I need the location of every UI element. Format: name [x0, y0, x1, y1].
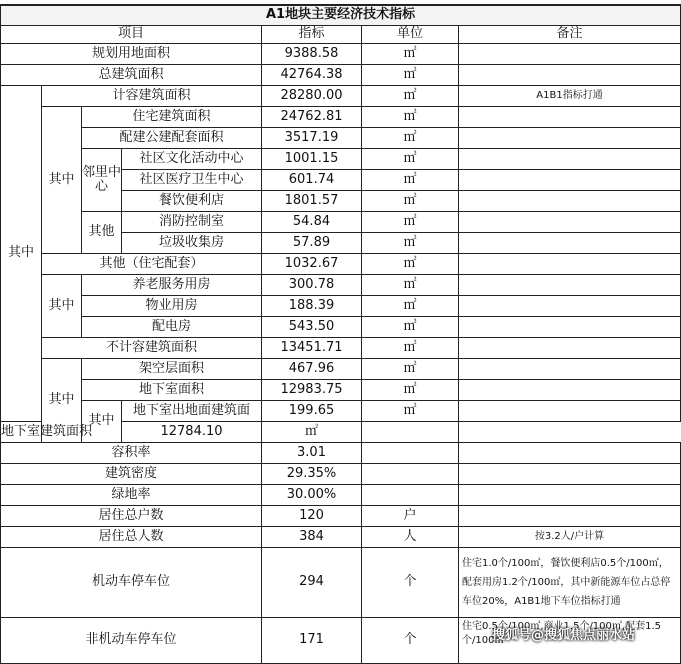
row-far-area-value: 28280.00: [262, 85, 362, 106]
row-culture-center-value: 1001.15: [262, 148, 362, 169]
row-medical-station-value: 601.74: [262, 169, 362, 190]
row-elderly-room-note: [459, 274, 681, 295]
table-title: A1地块主要经济技术指标: [1, 5, 681, 25]
row-green-ratio-unit: [362, 484, 459, 505]
row-basement-building-note: [362, 421, 459, 442]
row-power-room-value: 543.50: [262, 316, 362, 337]
row-basement-exit-unit: ㎡: [362, 400, 459, 421]
row-fire-control-note: [459, 211, 681, 232]
row-convenience-store-note: [459, 190, 681, 211]
row-culture-center-unit: ㎡: [362, 148, 459, 169]
row-non-far-area-note: [459, 337, 681, 358]
row-land-area-value: 9388.58: [262, 43, 362, 64]
row-culture-center-note: [459, 148, 681, 169]
row-basement-unit: ㎡: [362, 379, 459, 400]
row-green-ratio-label: 绿地率: [1, 484, 262, 505]
row-fire-control-unit: ㎡: [362, 211, 459, 232]
row-basement-exit-note: [459, 400, 681, 421]
row-bike-parking-value: 171: [262, 617, 362, 663]
row-building-density-note: [459, 463, 681, 484]
row-property-room-note: [459, 295, 681, 316]
row-other-support-unit: ㎡: [362, 253, 459, 274]
row-public-support-label: 配建公建配套面积: [82, 127, 262, 148]
row-garbage-room-unit: ㎡: [362, 232, 459, 253]
group-other: 其他: [82, 211, 122, 253]
row-bike-parking-unit: 个: [362, 617, 459, 663]
row-population-value: 384: [262, 526, 362, 547]
row-population-note: 按3.2人/户计算: [459, 526, 681, 547]
row-public-support-note: [459, 127, 681, 148]
sub-qizhong-1: 其中: [42, 106, 82, 253]
row-far-area-note: A1B1指标打通: [459, 85, 681, 106]
row-culture-center-label: 社区文化活动中心: [122, 148, 262, 169]
row-elderly-room-value: 300.78: [262, 274, 362, 295]
row-car-parking-note: 住宅1.0个/100㎡，餐饮便利店0.5个/100㎡，配套用房1.2个/100㎡，其中新能源车位占总停车位20%，A1B1地下车位指标打通: [459, 547, 681, 617]
row-residential-value: 24762.81: [262, 106, 362, 127]
row-non-far-area-value: 13451.71: [262, 337, 362, 358]
row-far-area-unit: ㎡: [362, 85, 459, 106]
row-green-ratio-value: 30.00%: [262, 484, 362, 505]
row-power-room-label: 配电房: [82, 316, 262, 337]
row-car-parking-value: 294: [262, 547, 362, 617]
row-residential-label: 住宅建筑面积: [82, 106, 262, 127]
row-bike-parking-label: 非机动车停车位: [1, 617, 262, 663]
row-households-value: 120: [262, 505, 362, 526]
row-plot-ratio-label: 容积率: [1, 442, 262, 463]
row-plot-ratio-note: [459, 442, 681, 463]
row-car-parking-label: 机动车停车位: [1, 547, 262, 617]
economic-indicators-table: [0, 4, 681, 664]
row-households-unit: 户: [362, 505, 459, 526]
row-stilt-floor-label: 架空层面积: [82, 358, 262, 379]
row-basement-building-label: 地下室建筑面积: [1, 421, 42, 442]
row-far-area-label: 计容建筑面积: [42, 85, 262, 106]
header-unit: 单位: [362, 25, 459, 43]
row-basement-building-value: 12784.10: [122, 421, 262, 442]
row-convenience-store-label: 餐饮便利店: [122, 190, 262, 211]
header-item: 项目: [1, 25, 262, 43]
sub-qizhong-3: 其中: [42, 358, 82, 442]
row-green-ratio-note: [459, 484, 681, 505]
row-residential-unit: ㎡: [362, 106, 459, 127]
row-garbage-room-value: 57.89: [262, 232, 362, 253]
header-note: 备注: [459, 25, 681, 43]
row-households-note: [459, 505, 681, 526]
row-basement-exit-value: 199.65: [262, 400, 362, 421]
row-building-density-label: 建筑密度: [1, 463, 262, 484]
row-gross-area-note: [459, 64, 681, 85]
row-gross-area-label: 总建筑面积: [1, 64, 262, 85]
row-gross-area-unit: ㎡: [362, 64, 459, 85]
row-population-label: 居住总人数: [1, 526, 262, 547]
row-stilt-floor-value: 467.96: [262, 358, 362, 379]
row-other-support-label: 其他（住宅配套）: [42, 253, 262, 274]
row-basement-exit-label: 地下室出地面建筑面: [122, 400, 262, 421]
row-basement-label: 地下室面积: [82, 379, 262, 400]
row-stilt-floor-note: [459, 358, 681, 379]
row-property-room-unit: ㎡: [362, 295, 459, 316]
row-plot-ratio-unit: [362, 442, 459, 463]
row-non-far-area-label: 不计容建筑面积: [42, 337, 262, 358]
row-car-parking-unit: 个: [362, 547, 459, 617]
row-garbage-room-label: 垃圾收集房: [122, 232, 262, 253]
row-non-far-area-unit: ㎡: [362, 337, 459, 358]
row-public-support-value: 3517.19: [262, 127, 362, 148]
row-basement-building-unit: ㎡: [262, 421, 362, 442]
row-basement-value: 12983.75: [262, 379, 362, 400]
row-households-label: 居住总户数: [1, 505, 262, 526]
row-property-room-value: 188.39: [262, 295, 362, 316]
row-bike-parking-note: 住宅0.5个/100㎡,商业1.5个/100㎡,配套1.5个/100㎡: [459, 617, 681, 663]
row-fire-control-label: 消防控制室: [122, 211, 262, 232]
row-other-support-value: 1032.67: [262, 253, 362, 274]
row-fire-control-value: 54.84: [262, 211, 362, 232]
row-convenience-store-value: 1801.57: [262, 190, 362, 211]
row-property-room-label: 物业用房: [82, 295, 262, 316]
group-qizhong-main: 其中: [1, 85, 42, 421]
row-garbage-room-note: [459, 232, 681, 253]
row-public-support-unit: ㎡: [362, 127, 459, 148]
row-medical-station-note: [459, 169, 681, 190]
row-medical-station-unit: ㎡: [362, 169, 459, 190]
row-power-room-unit: ㎡: [362, 316, 459, 337]
row-land-area-note: [459, 43, 681, 64]
group-neighborhood: 邻里中心: [82, 148, 122, 211]
sub-qizhong-2: 其中: [42, 274, 82, 337]
row-power-room-note: [459, 316, 681, 337]
row-convenience-store-unit: ㎡: [362, 190, 459, 211]
row-other-support-note: [459, 253, 681, 274]
row-gross-area-value: 42764.38: [262, 64, 362, 85]
row-population-unit: 人: [362, 526, 459, 547]
row-building-density-unit: [362, 463, 459, 484]
row-plot-ratio-value: 3.01: [262, 442, 362, 463]
row-elderly-room-unit: ㎡: [362, 274, 459, 295]
row-elderly-room-label: 养老服务用房: [82, 274, 262, 295]
sub-qizhong-4: 其中: [82, 400, 122, 442]
row-land-area-label: 规划用地面积: [1, 43, 262, 64]
row-building-density-value: 29.35%: [262, 463, 362, 484]
row-residential-note: [459, 106, 681, 127]
row-stilt-floor-unit: ㎡: [362, 358, 459, 379]
sohu-watermark: 搜狐号@搜狐焦点丽水站: [492, 628, 636, 643]
row-medical-station-label: 社区医疗卫生中心: [122, 169, 262, 190]
row-basement-note: [459, 379, 681, 400]
header-value: 指标: [262, 25, 362, 43]
row-land-area-unit: ㎡: [362, 43, 459, 64]
